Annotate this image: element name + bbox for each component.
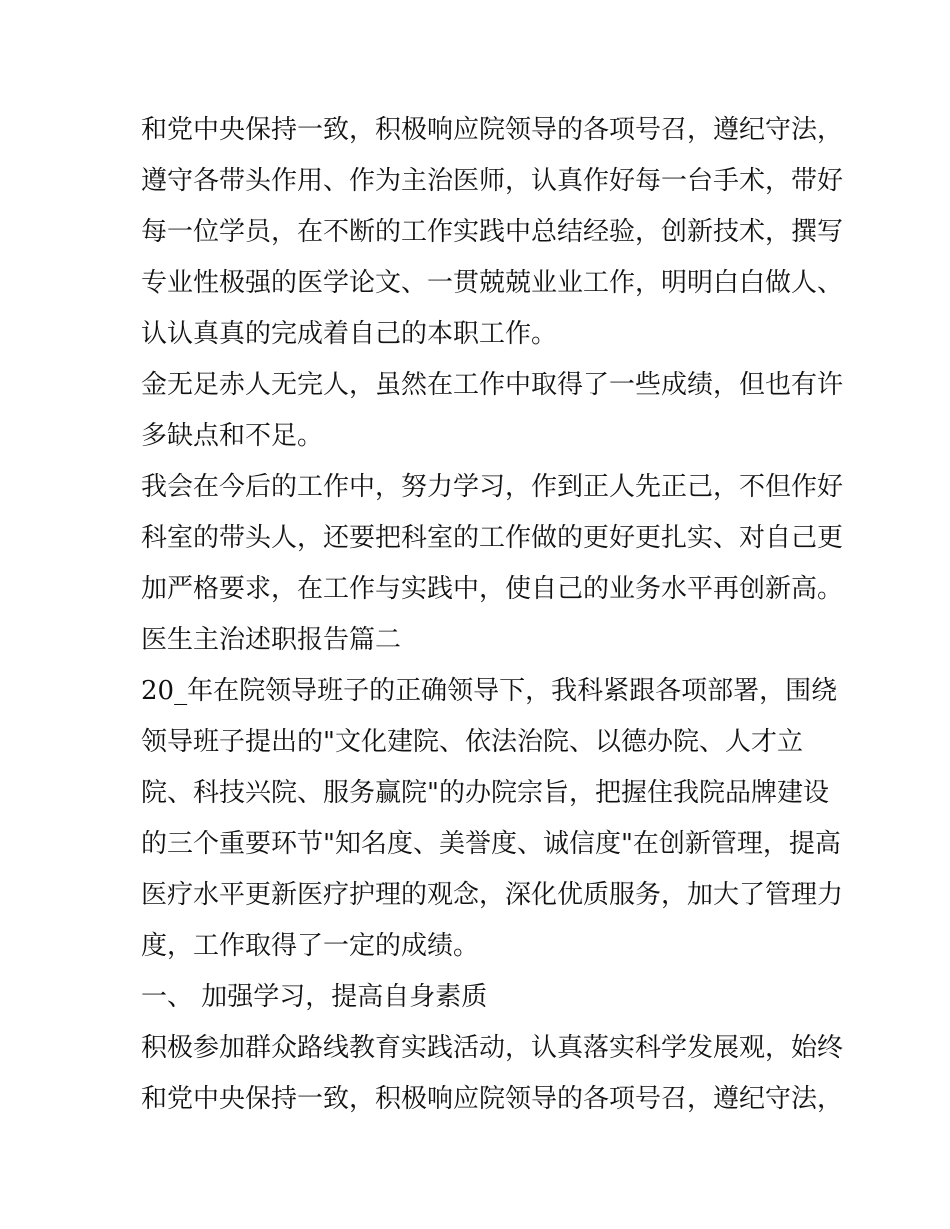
text-line: 多缺点和不足。 (141, 421, 324, 451)
text-line: 积极参加群众路线教育实践活动，认真落实科学发展观，始终 (141, 1033, 844, 1063)
text-line: 和党中央保持一致，积极响应院领导的各项号召，遵纪守法， (141, 1084, 844, 1114)
text-line: 遵守各带头作用、作为主治医师，认真作好每一台手术，带好 (141, 166, 844, 196)
text-line: 医疗水平更新医疗护理的观念，深化优质服务，加大了管理力 (141, 880, 844, 910)
text-line: 的三个重要环节"知名度、美誉度、诚信度"在创新管理，提高 (141, 829, 841, 859)
subsection-heading: 一、 加强学习，提高自身素质 (141, 982, 488, 1012)
text-line: 20_年在院领导班子的正确领导下，我科紧跟各项部署，围绕 (141, 676, 838, 706)
text-line: 每一位学员，在不断的工作实践中总结经验，创新技术，撰写 (141, 217, 844, 247)
text-line: 认认真真的完成着自己的本职工作。 (141, 319, 558, 349)
text-line: 金无足赤人无完人，虽然在工作中取得了一些成绩，但也有许 (141, 370, 844, 400)
text-line: 和党中央保持一致，积极响应院领导的各项号召，遵纪守法， (141, 115, 844, 145)
text-line: 度，工作取得了一定的成绩。 (141, 931, 480, 961)
text-line: 科室的带头人，还要把科室的工作做的更好更扎实、对自己更 (141, 523, 844, 553)
section-title: 医生主治述职报告篇二 (141, 625, 402, 655)
text-line: 领导班子提出的"文化建院、依法治院、以德办院、人才立 (141, 727, 803, 757)
document-body (141, 111, 844, 1131)
text-line: 加严格要求，在工作与实践中，使自己的业务水平再创新高。 (141, 574, 844, 604)
text-line: 我会在今后的工作中，努力学习，作到正人先正己，不但作好 (141, 472, 844, 502)
text-line: 专业性极强的医学论文、一贯兢兢业业工作，明明白白做人、 (141, 268, 844, 298)
text-line: 院、科技兴院、服务赢院"的办院宗旨，把握住我院品牌建设 (141, 778, 829, 808)
